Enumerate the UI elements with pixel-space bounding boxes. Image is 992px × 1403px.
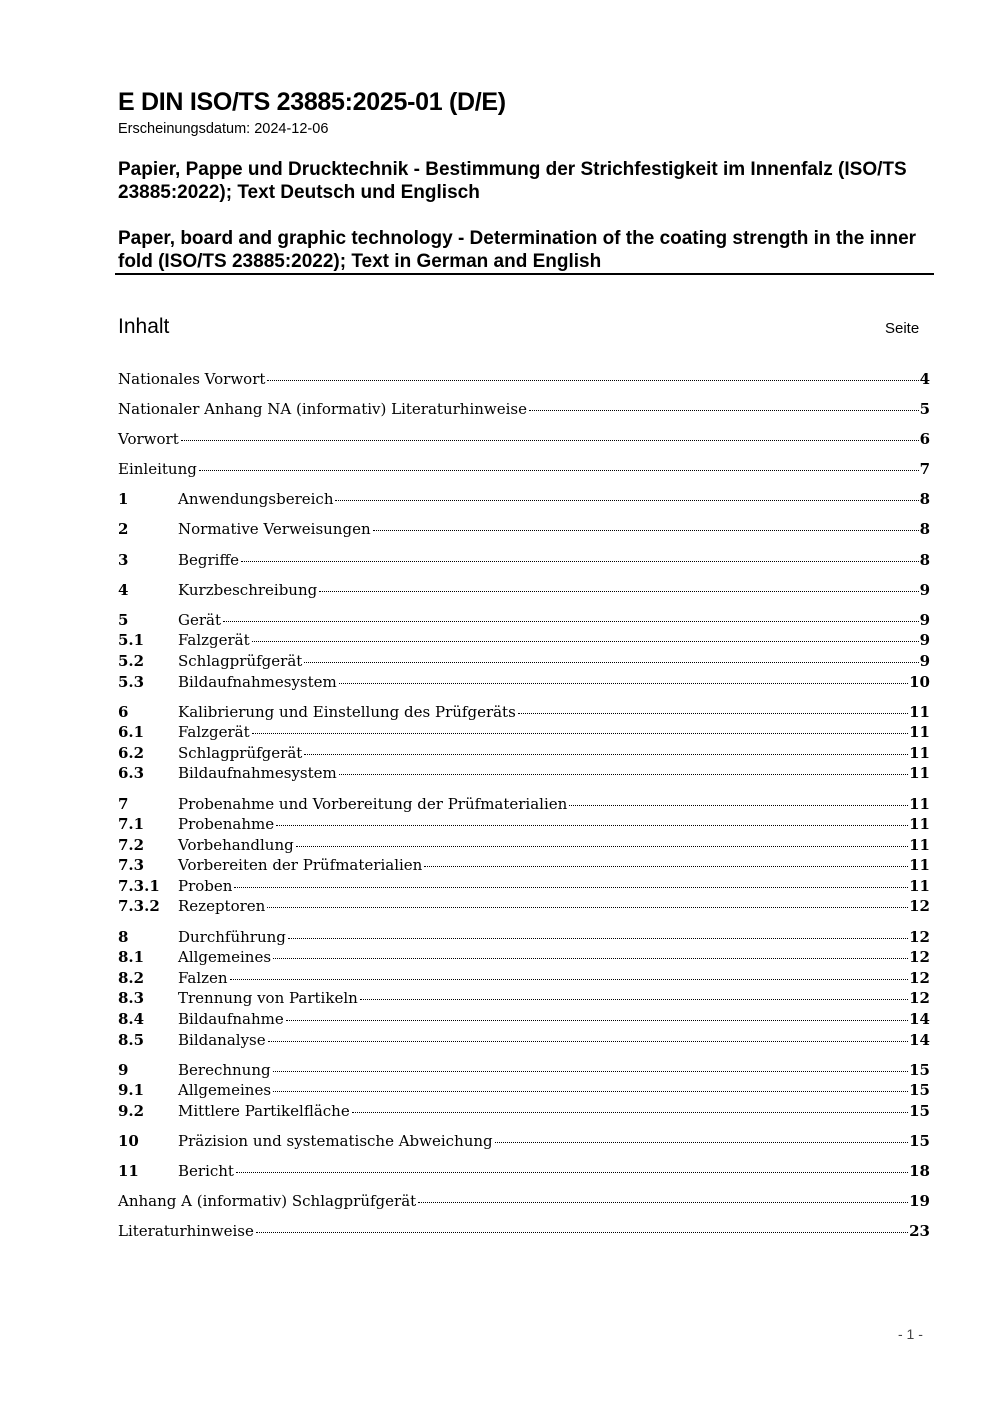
toc-entry[interactable] [118, 1030, 930, 1051]
toc-entry[interactable] [118, 369, 930, 390]
toc-entry-number: 2 [118, 520, 129, 539]
toc-entry-title: Bericht [178, 1162, 234, 1180]
document-id: E DIN ISO/TS 23885:2025-01 (D/E) [118, 88, 506, 116]
toc-dot-leader [529, 409, 919, 411]
toc-dot-leader [335, 499, 918, 501]
toc-entry[interactable] [118, 814, 930, 835]
toc-dot-leader [268, 1040, 909, 1042]
toc-entry-number: 6.3 [118, 764, 145, 783]
publication-date: Erscheinungsdatum: 2024-12-06 [118, 121, 329, 137]
toc-entry[interactable] [118, 1161, 930, 1182]
toc-entry-number: 7 [118, 794, 129, 813]
toc-dot-leader [373, 529, 919, 531]
toc-entry-number: 6.1 [118, 723, 145, 742]
toc-entry-page: 4 [919, 370, 930, 388]
toc-entry-page: 12 [909, 989, 930, 1008]
toc-dot-leader [288, 937, 908, 939]
toc-group [118, 610, 930, 692]
toc-entry-number: 7.3.1 [118, 876, 160, 895]
toc-entry[interactable] [118, 429, 930, 450]
toc-entry-page: 11 [909, 764, 930, 783]
title-divider [115, 273, 934, 275]
toc-entry-page: 11 [909, 702, 930, 721]
toc-entry-number: 7.3 [118, 856, 145, 875]
toc-dot-leader [273, 1070, 909, 1072]
toc-entry-number: 6.2 [118, 743, 145, 762]
toc-entry-number: 9.1 [118, 1081, 145, 1100]
toc-entry-number: 8.5 [118, 1030, 145, 1049]
toc-entry-title: Allgemeines [178, 948, 272, 967]
toc-entry-number: 8 [118, 927, 129, 946]
toc-entry[interactable] [118, 855, 930, 876]
toc-group [118, 369, 930, 390]
toc-entry[interactable] [118, 459, 930, 480]
toc-group [118, 1060, 930, 1122]
toc-entry-number: 8.2 [118, 968, 145, 987]
toc-entry-page: 11 [909, 876, 930, 895]
toc-entry-title: Kalibrierung und Einstellung des Prüfgeräts [178, 702, 516, 721]
toc-entry[interactable] [118, 489, 930, 510]
toc-entry[interactable] [118, 835, 930, 856]
toc-dot-leader [276, 824, 908, 826]
toc-entry-title: Kurzbeschreibung [178, 580, 318, 599]
toc-entry-number: 8.4 [118, 1009, 145, 1028]
toc-entry-number: 7.3.2 [118, 897, 160, 916]
toc-entry[interactable] [118, 763, 930, 784]
toc-entry[interactable] [118, 1060, 930, 1081]
toc-dot-leader [304, 661, 918, 663]
toc-entry-title: Falzgerät [178, 631, 250, 650]
toc-dot-leader [339, 682, 908, 684]
toc-entry-page: 6 [919, 430, 930, 449]
toc-entry-title: Nationales Vorwort [118, 370, 266, 388]
toc-group [118, 580, 930, 601]
toc-entry-title: Durchführung [178, 927, 286, 946]
toc-entry-page: 9 [919, 651, 930, 670]
toc-dot-leader [424, 865, 908, 867]
toc-group [118, 927, 930, 1051]
toc-entry-page: 19 [909, 1192, 930, 1211]
toc-dot-leader [256, 1231, 908, 1233]
toc-entry-title: Trennung von Partikeln [178, 989, 358, 1008]
toc-entry-number: 8.1 [118, 948, 145, 967]
toc-entry[interactable] [118, 1009, 930, 1030]
toc-entry-number: 10 [118, 1131, 139, 1150]
toc-entry-title: Gerät [178, 610, 222, 629]
toc-entry-title: Proben [178, 876, 233, 895]
toc-entry-page: 9 [919, 610, 930, 629]
toc-group [118, 489, 930, 510]
toc-entry-page: 15 [909, 1131, 930, 1150]
toc-group [118, 1221, 930, 1242]
toc-entry[interactable] [118, 743, 930, 764]
table-of-contents [118, 369, 930, 1251]
toc-group [118, 399, 930, 420]
toc-dot-leader [339, 773, 908, 775]
toc-dot-leader [230, 978, 909, 980]
toc-entry[interactable] [118, 794, 930, 815]
toc-dot-leader [236, 1171, 908, 1173]
toc-entry-title: Nationaler Anhang NA (informativ) Literaturhinweise [118, 400, 527, 419]
toc-entry-title: Probenahme [178, 815, 275, 834]
toc-entry-title: Berechnung [178, 1060, 271, 1079]
toc-entry-title: Falzgerät [178, 723, 250, 742]
toc-group [118, 519, 930, 540]
toc-dot-leader [267, 906, 908, 908]
toc-entry-number: 11 [118, 1162, 139, 1180]
toc-entry[interactable] [118, 672, 930, 693]
toc-entry[interactable] [118, 1080, 930, 1101]
toc-entry-page: 11 [909, 815, 930, 834]
toc-entry[interactable] [118, 651, 930, 672]
toc-dot-leader [518, 712, 908, 714]
toc-dot-leader [360, 998, 908, 1000]
toc-entry-title: Falzen [178, 968, 228, 987]
toc-entry-page: 5 [919, 400, 930, 419]
toc-entry-number: 5 [118, 610, 129, 629]
toc-entry[interactable] [118, 876, 930, 897]
toc-entry[interactable] [118, 1101, 930, 1122]
toc-entry-page: 12 [909, 948, 930, 967]
toc-group [118, 1191, 930, 1212]
toc-dot-leader [273, 957, 908, 959]
toc-dot-leader [252, 732, 908, 734]
toc-entry-title: Mittlere Partikelfläche [178, 1101, 350, 1120]
title-german: Papier, Pappe und Drucktechnik - Bestimmung der Strichfestigkeit im Innenfalz (ISO/TS 23885:2022); Text Deutsch und Englisch [118, 159, 907, 203]
toc-entry[interactable] [118, 722, 930, 743]
page-number: - 1 - [898, 1326, 923, 1342]
toc-entry-page: 11 [909, 835, 930, 854]
toc-dot-leader [267, 379, 918, 381]
toc-dot-leader [569, 804, 908, 806]
toc-entry[interactable] [118, 927, 930, 948]
toc-entry[interactable] [118, 702, 930, 723]
toc-dot-leader [273, 1090, 908, 1092]
toc-dot-leader [252, 640, 919, 642]
toc-entry-number: 9.2 [118, 1101, 145, 1120]
toc-entry-title: Bildaufnahmesystem [178, 672, 337, 691]
toc-entry-page: 11 [909, 723, 930, 742]
toc-entry-page: 7 [919, 460, 930, 479]
toc-entry-title: Normative Verweisungen [178, 520, 371, 539]
toc-entry-number: 7.1 [118, 815, 145, 834]
toc-group [118, 794, 930, 918]
toc-entry-page: 11 [909, 856, 930, 875]
toc-entry-number: 7.2 [118, 835, 145, 854]
page-column-label: Seite [885, 320, 920, 337]
title-english: Paper, board and graphic technology - Determination of the coating strength in the inner fold (ISO/TS 23885:2022); Text in German and English [118, 228, 917, 272]
toc-entry-title: Schlagprüfgerät [178, 651, 303, 670]
toc-entry[interactable] [118, 1131, 930, 1152]
toc-entry[interactable] [118, 1221, 930, 1242]
toc-entry-title: Bildanalyse [178, 1030, 266, 1049]
toc-dot-leader [495, 1141, 908, 1143]
toc-entry-page: 8 [919, 520, 930, 539]
toc-entry-title: Schlagprüfgerät [178, 743, 303, 762]
toc-group [118, 459, 930, 480]
toc-dot-leader [181, 439, 919, 441]
toc-entry-page: 15 [909, 1081, 930, 1100]
toc-entry[interactable] [118, 1191, 930, 1212]
toc-entry[interactable] [118, 580, 930, 601]
toc-entry[interactable] [118, 550, 930, 571]
toc-entry-title: Rezeptoren [178, 897, 266, 916]
toc-group [118, 702, 930, 784]
toc-entry-page: 12 [909, 968, 930, 987]
toc-dot-leader [286, 1019, 908, 1021]
toc-entry-page: 11 [909, 794, 930, 813]
toc-entry[interactable] [118, 947, 930, 968]
toc-group [118, 550, 930, 571]
toc-dot-leader [319, 590, 918, 592]
toc-entry-title: Vorwort [118, 430, 179, 449]
toc-entry-page: 9 [919, 631, 930, 650]
toc-entry-title: Vorbehandlung [178, 835, 294, 854]
toc-entry-title: Probenahme und Vorbereitung der Prüfmaterialien [178, 794, 568, 813]
toc-entry-title: Bildaufnahme [178, 1009, 284, 1028]
toc-entry-page: 12 [909, 897, 930, 916]
toc-entry[interactable] [118, 988, 930, 1009]
toc-dot-leader [304, 753, 908, 755]
toc-entry-page: 14 [909, 1009, 930, 1028]
toc-entry-number: 4 [118, 580, 129, 599]
toc-entry-title: Anhang A (informativ) Schlagprüfgerät [118, 1192, 417, 1211]
toc-entry[interactable] [118, 399, 930, 420]
toc-entry-number: 8.3 [118, 989, 145, 1008]
toc-entry-number: 5.2 [118, 651, 145, 670]
toc-entry-title: Allgemeines [178, 1081, 272, 1100]
toc-entry-number: 9 [118, 1060, 129, 1079]
toc-entry-number: 5.1 [118, 631, 145, 650]
toc-entry-page: 18 [909, 1162, 930, 1180]
toc-entry[interactable] [118, 896, 930, 917]
toc-entry-title: Begriffe [178, 550, 240, 569]
toc-entry-page: 12 [909, 927, 930, 946]
toc-entry[interactable] [118, 968, 930, 989]
toc-entry-title: Literaturhinweise [118, 1222, 254, 1241]
toc-entry-title: Bildaufnahmesystem [178, 764, 337, 783]
toc-entry-number: 3 [118, 550, 129, 569]
toc-dot-leader [199, 469, 919, 471]
toc-entry-page: 8 [919, 490, 930, 509]
toc-entry-number: 6 [118, 702, 129, 721]
toc-entry[interactable] [118, 519, 930, 540]
toc-entry-title: Anwendungsbereich [178, 490, 334, 509]
toc-dot-leader [223, 620, 919, 622]
toc-heading: Inhalt [118, 315, 170, 338]
toc-entry-page: 8 [919, 550, 930, 569]
toc-entry-title: Präzision und systematische Abweichung [178, 1131, 493, 1150]
toc-entry[interactable] [118, 610, 930, 631]
toc-entry-page: 15 [909, 1060, 930, 1079]
toc-group [118, 1161, 930, 1182]
toc-dot-leader [234, 886, 908, 888]
toc-group [118, 1131, 930, 1152]
toc-dot-leader [241, 560, 919, 562]
toc-entry-page: 10 [909, 672, 930, 691]
toc-dot-leader [296, 845, 908, 847]
toc-entry-page: 11 [909, 743, 930, 762]
toc-entry-title: Einleitung [118, 460, 197, 479]
toc-entry-number: 1 [118, 490, 129, 509]
toc-group [118, 429, 930, 450]
toc-entry[interactable] [118, 630, 930, 651]
toc-entry-number: 5.3 [118, 672, 145, 691]
toc-dot-leader [352, 1111, 908, 1113]
toc-entry-page: 9 [919, 580, 930, 599]
toc-entry-page: 15 [909, 1101, 930, 1120]
toc-entry-title: Vorbereiten der Prüfmaterialien [178, 856, 423, 875]
toc-dot-leader [418, 1201, 908, 1203]
toc-entry-page: 23 [909, 1222, 930, 1241]
toc-entry-page: 14 [909, 1030, 930, 1049]
